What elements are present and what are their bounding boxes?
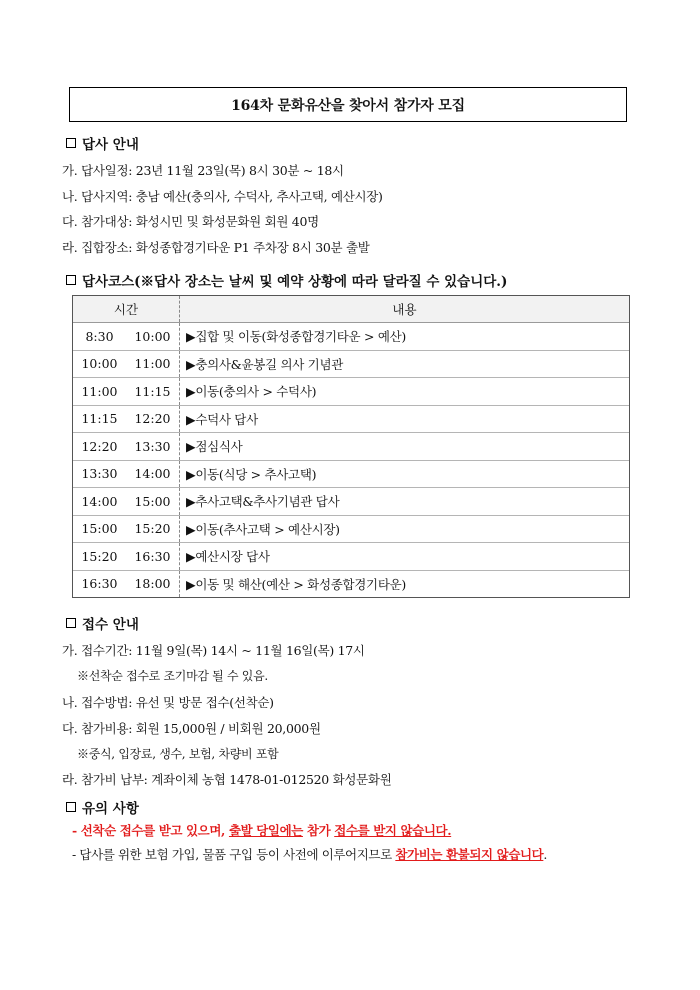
- column-header-content: 내용: [180, 296, 630, 323]
- table-row: [73, 323, 629, 351]
- section-heading-course: [66, 270, 507, 290]
- registration-method: 나. 접수방법: 유선 및 방문 접수(선착순): [62, 695, 274, 710]
- registration-payment: 라. 참가비 납부: 계좌이체 농협 1478-01-012520 화성문화원: [62, 772, 392, 787]
- row-end-time: 10:00: [126, 323, 180, 351]
- guide-item-target: 다. 참가대상: 화성시민 및 화성문화원 회원 40명: [62, 214, 319, 229]
- notes-line-1-part4: 접수를 받지 않습니다.: [334, 823, 452, 838]
- row-end-time: 16:30: [126, 543, 180, 571]
- notes-line-1-part3: 참가: [302, 823, 335, 838]
- row-content: ▶점심식사: [180, 433, 630, 461]
- row-content: ▶이동(추사고택 > 예산시장): [180, 515, 630, 543]
- row-start-time: 16:30: [73, 570, 126, 597]
- table-row: [73, 405, 629, 433]
- row-start-time: 15:20: [73, 543, 126, 571]
- page-title: [69, 87, 627, 122]
- section-heading-registration: [66, 613, 139, 633]
- column-header-time: 시간: [73, 296, 180, 323]
- notes-line-1: [72, 821, 451, 839]
- row-start-time: 13:30: [73, 460, 126, 488]
- row-start-time: 14:00: [73, 488, 126, 516]
- notes-line-2: [72, 845, 547, 863]
- checkbox-icon: [66, 275, 76, 285]
- registration-period-note: ※선착순 접수로 조기마감 될 수 있음.: [77, 669, 268, 683]
- section-heading-registration-text: 접수 안내: [82, 617, 139, 633]
- checkbox-icon: [66, 802, 76, 812]
- notes-line-1-part2: 출발 당일에는: [228, 823, 303, 838]
- registration-period: 가. 접수기간: 11월 9일(목) 14시 ~ 11월 16일(목) 17시: [62, 643, 365, 658]
- row-content: ▶집합 및 이동(화성종합경기타운 > 예산): [180, 323, 630, 351]
- row-end-time: 11:15: [126, 378, 180, 406]
- row-start-time: 11:00: [73, 378, 126, 406]
- section-heading-guide-text: 답사 안내: [82, 137, 139, 153]
- table-row: [73, 515, 629, 543]
- row-content: ▶충의사&윤봉길 의사 기념관: [180, 350, 630, 378]
- notes-line-1-part1: 선착순 접수를 받고 있으며,: [80, 823, 229, 838]
- row-start-time: 15:00: [73, 515, 126, 543]
- table-row: [73, 378, 629, 406]
- registration-fee: 다. 참가비용: 회원 15,000원 / 비회원 20,000원: [62, 721, 321, 736]
- guide-item-region: 나. 답사지역: 충남 예산(충의사, 수덕사, 추사고택, 예산시장): [62, 189, 383, 204]
- table-row: [73, 570, 629, 597]
- row-end-time: 12:20: [126, 405, 180, 433]
- row-start-time: 10:00: [73, 350, 126, 378]
- notes-line-1-dash: -: [72, 823, 81, 838]
- row-content: ▶이동 및 해산(예산 > 화성종합경기타운): [180, 570, 630, 597]
- row-end-time: 13:30: [126, 433, 180, 461]
- row-content: ▶이동(충의사 > 수덕사): [180, 378, 630, 406]
- guide-item-schedule: 가. 답사일정: 23년 11월 23일(목) 8시 30분 ~ 18시: [62, 163, 344, 178]
- section-heading-course-text: 답사코스(※답사 장소는 날씨 및 예약 상황에 따라 달라질 수 있습니다.): [82, 274, 508, 290]
- table-row: [73, 460, 629, 488]
- checkbox-icon: [66, 138, 76, 148]
- table-row: [73, 543, 629, 571]
- schedule-table: [73, 296, 629, 597]
- registration-fee-note: ※중식, 입장료, 생수, 보험, 차량비 포함: [77, 747, 279, 761]
- guide-item-meeting: 라. 집합장소: 화성종합경기타운 P1 주차장 8시 30분 출발: [62, 240, 370, 255]
- section-heading-guide: [66, 133, 139, 153]
- notes-line-2-suffix: .: [543, 847, 547, 862]
- row-start-time: 12:20: [73, 433, 126, 461]
- notes-line-2-prefix: - 답사를 위한 보험 가입, 물품 구입 등이 사전에 이루어지므로: [72, 847, 396, 862]
- row-content: ▶이동(식당 > 추사고택): [180, 460, 630, 488]
- row-end-time: 14:00: [126, 460, 180, 488]
- checkbox-icon: [66, 618, 76, 628]
- row-content: ▶예산시장 답사: [180, 543, 630, 571]
- row-content: ▶수덕사 답사: [180, 405, 630, 433]
- section-heading-notes: [66, 797, 139, 817]
- section-heading-notes-text: 유의 사항: [82, 801, 139, 817]
- schedule-header-row: [73, 296, 629, 323]
- table-row: [73, 433, 629, 461]
- table-row: [73, 488, 629, 516]
- row-content: ▶추사고택&추사기념관 답사: [180, 488, 630, 516]
- row-end-time: 11:00: [126, 350, 180, 378]
- notes-line-2-emphasis: 참가비는 환불되지 않습니다: [395, 847, 544, 862]
- row-end-time: 15:20: [126, 515, 180, 543]
- page-title-text: 164차 문화유산을 찾아서 참가자 모집: [231, 97, 465, 114]
- row-start-time: 11:15: [73, 405, 126, 433]
- row-end-time: 18:00: [126, 570, 180, 597]
- table-row: [73, 350, 629, 378]
- row-start-time: 8:30: [73, 323, 126, 351]
- row-end-time: 15:00: [126, 488, 180, 516]
